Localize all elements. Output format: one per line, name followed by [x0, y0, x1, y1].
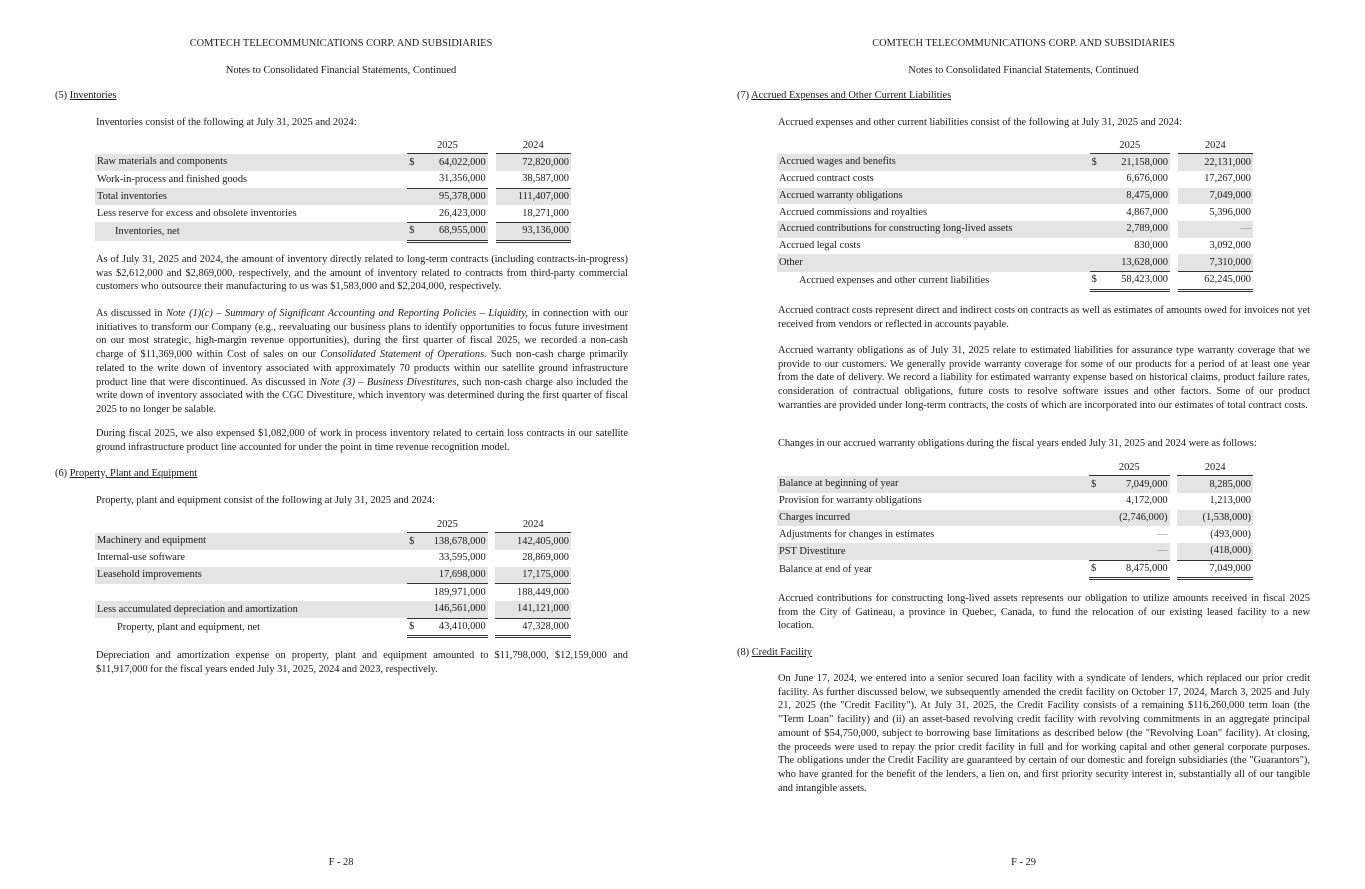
row-label: Balance at beginning of year: [777, 476, 1089, 493]
section-number: (7): [737, 90, 750, 101]
table-header-row: [95, 137, 571, 154]
value-2024: —: [1178, 221, 1253, 238]
table-row-total: [777, 272, 1253, 291]
inventories-paragraph-1: As of July 31, 2025 and 2024, the amount of inventory directly related to long-term contracts (including contracts-in-progress) was $2,612,000 and $2,869,000, respectively, and the amount of inventory related to contracts from third-party commercial customers who outsource their manufacturing to us was $1,583,000 and $2,204,000, respectively.: [96, 254, 628, 293]
text-run: Such non-cash charge primarily related to the write down of inventory associated with approximately 70 products within our satellite ground infrastructure product line that were discontinued. As discussed in: [96, 349, 628, 388]
row-label: PST Divestiture: [777, 543, 1089, 560]
text-run: in connection with our initiatives to transform our Company (e.g., reevaluating our business plans to identify opportunities to focus future investment on our most strategic, high-margin revenue opportunities), during the first quarter of fiscal 2025, we recorded a non-cash charge of $11,369,000 within Cost of sales on our: [96, 308, 628, 361]
table-row: [95, 567, 571, 584]
row-label: Accrued wages and benefits: [777, 154, 1090, 171]
value-2024: 47,328,000: [495, 618, 571, 637]
row-label: Accrued commissions and royalties: [779, 206, 928, 218]
table-header-row: [95, 516, 571, 533]
value-2025: 68,955,000: [423, 222, 488, 241]
inventories-paragraph-2: [96, 307, 628, 417]
value-2024: 7,310,000: [1178, 254, 1253, 271]
value-2025: 4,867,000: [1126, 206, 1168, 218]
value-2025: 33,595,000: [438, 552, 486, 564]
value-2024: 142,405,000: [495, 533, 571, 550]
table-row: [777, 493, 1253, 510]
currency-symbol: $: [407, 618, 423, 637]
table-row: [777, 254, 1253, 271]
currency-symbol: $: [1089, 560, 1105, 579]
table-row: [777, 238, 1253, 255]
value-2024: (493,000): [1210, 528, 1251, 540]
value-2024: 72,820,000: [496, 154, 572, 171]
table-row: [777, 221, 1253, 238]
value-2025: 2,789,000: [1105, 221, 1170, 238]
row-label: Machinery and equipment: [95, 533, 407, 550]
row-label: Balance at end of year: [779, 563, 872, 575]
table-row: [777, 154, 1253, 171]
section-number: (6): [55, 468, 68, 479]
currency-symbol: $: [1090, 272, 1106, 291]
row-label: Adjustments for changes in estimates: [779, 528, 935, 540]
row-label: Internal-use software: [97, 552, 185, 564]
col-2025: 2025: [407, 516, 488, 533]
value-2025: 31,356,000: [423, 171, 488, 188]
company-header: COMTECH TELECOMMUNICATIONS CORP. AND SUBSIDIARIES: [872, 38, 1175, 49]
row-label: Total inventories: [95, 188, 407, 205]
value-2025: 13,628,000: [1105, 254, 1170, 271]
currency-symbol: $: [407, 154, 423, 171]
accrued-table: [777, 137, 1253, 292]
table-header-row: [777, 459, 1253, 476]
value-2024: 7,049,000: [1178, 188, 1253, 205]
value-2024: 111,407,000: [496, 188, 572, 205]
table-row: [777, 204, 1253, 221]
row-label: Less accumulated depreciation and amortization: [95, 601, 407, 618]
value-2025: 26,423,000: [423, 205, 488, 222]
table-row-total: [95, 618, 571, 637]
table-row: [777, 171, 1253, 188]
currency-symbol: $: [1090, 154, 1106, 171]
statement-reference: Consolidated Statement of Operations.: [320, 349, 487, 361]
value-2024: 17,175,000: [495, 567, 571, 584]
value-2025: 830,000: [1134, 240, 1168, 252]
row-label: Accrued contract costs: [779, 173, 874, 185]
page-f28: [0, 0, 682, 889]
table-row-total: [777, 560, 1253, 579]
value-2025: 189,971,000: [433, 586, 486, 598]
currency-symbol: $: [407, 533, 423, 550]
section-number: (8): [737, 647, 750, 658]
row-label: Work-in-process and finished goods: [97, 173, 248, 185]
currency-symbol: $: [407, 222, 423, 241]
value-2025: 146,561,000: [423, 601, 488, 618]
section-title: Accrued Expenses and Other Current Liabilities: [751, 90, 952, 101]
notes-subtitle: Notes to Consolidated Financial Statements, Continued: [908, 65, 1139, 76]
notes-subtitle: Notes to Consolidated Financial Statements, Continued: [225, 65, 457, 76]
row-label: Inventories, net: [95, 222, 407, 241]
row-label: Property, plant and equipment, net: [117, 621, 261, 633]
value-2024: 38,587,000: [496, 171, 572, 188]
value-2025: 43,410,000: [423, 618, 488, 637]
row-label: Charges incurred: [777, 510, 1089, 527]
value-2024: 141,121,000: [495, 601, 571, 618]
value-2025: (2,746,000): [1105, 510, 1170, 527]
page-number: F - 29: [1011, 857, 1036, 868]
section-title: Credit Facility: [751, 647, 813, 658]
row-label: Other: [777, 254, 1090, 271]
value-2025: —: [1105, 543, 1170, 560]
table-row: [95, 205, 571, 222]
table-row: [777, 526, 1253, 543]
accrued-paragraph-1: Accrued contract costs represent direct and indirect costs on contracts as well as estimates of amounts owed for invoices not yet received from vendors or reflected in accounts payable.: [778, 305, 1310, 330]
row-label: Accrued expenses and other current liabilities: [799, 274, 990, 286]
inventories-table: [95, 137, 571, 243]
value-2024: 28,869,000: [522, 552, 569, 564]
value-2024: 18,271,000: [496, 205, 572, 222]
ppe-intro: Property, plant and equipment consist of the following at July 31, 2025 and 2024:: [96, 495, 435, 506]
value-2024: (1,538,000): [1177, 510, 1253, 527]
warranty-table: [777, 459, 1253, 580]
table-row: [777, 476, 1253, 493]
table-row: [95, 601, 571, 618]
value-2025: 21,158,000: [1105, 154, 1170, 171]
value-2024: 22,131,000: [1178, 154, 1253, 171]
col-2025: 2025: [407, 137, 487, 154]
value-2025: 8,475,000: [1105, 188, 1170, 205]
credit-facility-paragraph-1: On June 17, 2024, we entered into a senior secured loan facility with a syndicate of lenders, which replaced our prior credit facility. As further discussed below, we subsequently amended the credit facility on October 17, 2024, March 3, 2025 and July 21, 2025 (the "Credit Facility"). At July 31, 2025, the Credit Facility consists of a remaining $116,260,000 term loan (the "Term Loan" facility) and (ii) an asset-based revolving credit facility with revolving commitments in an aggregate principal amount of $54,750,000, subject to borrowing base limitations as described below (the "Revolving Loan" facility). At closing, the proceeds were used to repay the prior credit facility in full and for working capital and other general corporate purposes. The obligations under the Credit Facility are guaranteed by certain of our domestic and foreign subsidiaries (the "Guarantors"), who have granted for the benefit of the lenders, a lien on, and first priority security interest in, substantially all of our tangible and intangible assets.: [778, 673, 1310, 794]
table-row: [777, 188, 1253, 205]
section-heading-accrued: [737, 89, 951, 103]
inventories-intro: Inventories consist of the following at July 31, 2025 and 2024:: [96, 117, 357, 128]
ppe-table: [95, 516, 571, 638]
inventories-paragraph-3: During fiscal 2025, we also expensed $1,082,000 of work in process inventory related to certain loss contracts in our satellite ground infrastructure product line accounted for under the point in time revenue recognition model.: [96, 428, 628, 453]
value-2024: 17,267,000: [1204, 173, 1251, 185]
row-label: [95, 584, 407, 601]
value-2025: 64,022,000: [423, 154, 488, 171]
currency-symbol: $: [1089, 476, 1105, 493]
note-reference: Note (1)(c) – Summary of Significant Accounting and Reporting Policies – Liquidity,: [166, 308, 528, 319]
value-2025: 58,423,000: [1105, 272, 1170, 291]
company-header: COMTECH TELECOMMUNICATIONS CORP. AND SUBSIDIARIES: [189, 38, 493, 49]
col-2024: 2024: [496, 137, 572, 154]
table-row: [95, 550, 571, 567]
row-label: Leasehold improvements: [95, 567, 407, 584]
accrued-intro: Accrued expenses and other current liabilities consist of the following at July 31, 2025 and 2024:: [778, 117, 1182, 128]
warranty-intro: Changes in our accrued warranty obligations during the fiscal years ended July 31, 2025 and 2024 were as follows:: [778, 438, 1257, 449]
table-row: [95, 533, 571, 550]
value-2025: 4,172,000: [1126, 495, 1168, 507]
col-2024: 2024: [1177, 459, 1253, 476]
section-title: Inventories: [69, 90, 117, 101]
value-2024: 8,285,000: [1177, 476, 1253, 493]
value-2024: 3,092,000: [1209, 240, 1251, 252]
col-2024: 2024: [1178, 137, 1253, 154]
row-label: Raw materials and components: [95, 154, 407, 171]
row-label: Provision for warranty obligations: [779, 495, 922, 507]
section-number: (5): [55, 90, 68, 101]
value-2024: (418,000): [1177, 543, 1253, 560]
value-2024: 93,136,000: [496, 222, 572, 241]
table-row-total: [95, 222, 571, 241]
row-label: Accrued legal costs: [779, 240, 861, 252]
value-2024: 7,049,000: [1177, 560, 1253, 579]
table-row: [777, 543, 1253, 560]
table-row-subtotal: [95, 584, 571, 601]
text-run: As discussed in: [96, 308, 166, 319]
page-f29: [682, 0, 1365, 889]
accrued-paragraph-2: Accrued warranty obligations as of July 31, 2025 relate to estimated liabilities for assurance type warranty coverage that we provide to our customers. We generally provide warranty coverage for some of our products for a period of at least one year from the date of delivery. We record a liability for estimated warranty expense based on historical claims, product failure rates, consideration of contractual obligations, future costs to resolve software issues and other factors. Some of our product warranties are provided under long-term contracts, the costs of which are incorporated into our estimates of total contract costs.: [778, 345, 1310, 411]
col-2025: 2025: [1090, 137, 1170, 154]
table-header-row: [777, 137, 1253, 154]
value-2024: 1,213,000: [1209, 495, 1251, 507]
section-heading-ppe: [55, 467, 197, 481]
accrued-paragraph-4: Accrued contributions for constructing long-lived assets represents our obligation to utilize amounts received in fiscal 2025 from the City of Gatineau, a province in Quebec, Canada, to fund the relocation of our existing leased facility to a new location.: [778, 593, 1310, 632]
row-label: Accrued warranty obligations: [777, 188, 1090, 205]
section-title: Property, Plant and Equipment: [69, 468, 198, 479]
value-2025: 138,678,000: [423, 533, 488, 550]
section-heading-inventories: [55, 89, 116, 103]
text-run: , such non-cash charge also included the write down of inventory associated with the CGC Divestiture, which inventory was determined during the first quarter of fiscal 2025 to no longer be salable.: [96, 376, 628, 416]
value-2024: 5,396,000: [1209, 206, 1251, 218]
section-heading-credit-facility: [737, 646, 812, 660]
table-row: [777, 510, 1253, 527]
table-row: [95, 188, 571, 205]
col-2025: 2025: [1089, 459, 1170, 476]
ppe-paragraph-1: Depreciation and amortization expense on property, plant and equipment amounted to $11,798,000, $12,159,000 and $11,917,000 for the fiscal years ended July 31, 2025, 2024 and 2023, respectively.: [96, 650, 628, 675]
col-2024: 2024: [495, 516, 571, 533]
table-row: [95, 171, 571, 188]
row-label: Accrued contributions for constructing long-lived assets: [777, 221, 1090, 238]
value-2025: 6,676,000: [1126, 173, 1168, 185]
table-row: [95, 154, 571, 171]
page-number: F - 28: [328, 857, 354, 868]
value-2024: 62,245,000: [1178, 272, 1253, 291]
value-2024: 188,449,000: [517, 586, 569, 598]
value-2025: 17,698,000: [423, 567, 488, 584]
value-2025: 7,049,000: [1105, 476, 1170, 493]
row-label: Less reserve for excess and obsolete inventories: [97, 207, 297, 219]
value-2025: 95,378,000: [423, 188, 488, 205]
value-2025: —: [1157, 528, 1168, 540]
note-reference: Note (3) – Business Divestitures: [320, 376, 457, 388]
value-2025: 8,475,000: [1105, 560, 1170, 579]
